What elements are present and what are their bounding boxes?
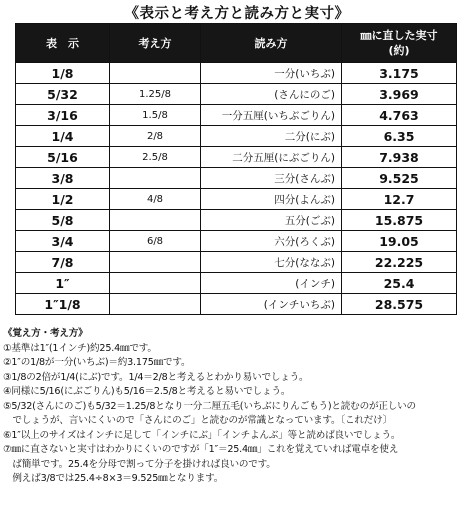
document-title: 《表示と考え方と読み方と実寸》 bbox=[124, 6, 350, 22]
table-row bbox=[16, 252, 457, 273]
cell-mm: 9.525 bbox=[342, 168, 457, 189]
header-reading: 読み方 bbox=[201, 24, 342, 63]
note-line: ③1/8の2倍が1/4(にぶ)です。1/4＝2/8と考えるとわかり易いでしょう。 bbox=[3, 371, 309, 383]
cell-mm: 7.938 bbox=[342, 147, 457, 168]
conversion-table bbox=[15, 23, 457, 315]
cell-display: 5/16 bbox=[16, 147, 110, 168]
cell-mm: 28.575 bbox=[342, 294, 457, 315]
cell-display: 1/2 bbox=[16, 189, 110, 210]
notes-section bbox=[3, 327, 473, 487]
cell-display: 7/8 bbox=[16, 252, 110, 273]
cell-display: 3/16 bbox=[16, 105, 110, 126]
cell-display: 1″1/8 bbox=[16, 294, 110, 315]
cell-reading: 四分(よんぶ) bbox=[201, 189, 342, 210]
note-line: ば簡単です。25.4を分母で割って分子を掛ければ良いのです。 bbox=[3, 458, 276, 470]
cell-idea: 2/8 bbox=[110, 126, 201, 147]
table-row bbox=[16, 63, 457, 84]
cell-idea: 1.25/8 bbox=[110, 84, 201, 105]
note-line: ⑦㎜に直さないと実寸はわかりにくいのですが「1″＝25.4㎜」これを覚えていれば電卓を使え bbox=[3, 444, 399, 455]
cell-reading: (インチ) bbox=[201, 273, 342, 294]
note-line: ⑥1″以上のサイズはインチに足して「インチにぶ」「インチよんぶ」等と読めば良いでしょう。 bbox=[3, 429, 401, 441]
cell-reading: (インチいちぶ) bbox=[201, 294, 342, 315]
cell-display: 5/8 bbox=[16, 210, 110, 231]
cell-mm: 3.175 bbox=[342, 63, 457, 84]
table-row bbox=[16, 147, 457, 168]
note-line: ⑤5/32(さんにのご)も5/32＝1.25/8となり一分二厘五毛(いちぶにりんごもう)と読むのが正しいの bbox=[3, 400, 416, 412]
table-row bbox=[16, 273, 457, 294]
cell-mm: 25.4 bbox=[342, 273, 457, 294]
table-row bbox=[16, 168, 457, 189]
table-row bbox=[16, 189, 457, 210]
header-display: 表 示 bbox=[16, 24, 110, 63]
header-mm: ㎜に直した実寸 (約) bbox=[342, 24, 457, 63]
table-row bbox=[16, 126, 457, 147]
cell-reading: 二分(にぶ) bbox=[201, 126, 342, 147]
cell-display: 1/4 bbox=[16, 126, 110, 147]
table-row bbox=[16, 231, 457, 252]
cell-reading: 六分(ろくぶ) bbox=[201, 231, 342, 252]
table-row bbox=[16, 210, 457, 231]
cell-reading: 七分(ななぶ) bbox=[201, 252, 342, 273]
cell-display: 3/8 bbox=[16, 168, 110, 189]
note-line: ④同様に5/16(にぶごりん)も5/16＝2.5/8と考えると易いでしょう。 bbox=[3, 386, 291, 397]
cell-reading: 五分(ごぶ) bbox=[201, 210, 342, 231]
cell-mm: 19.05 bbox=[342, 231, 457, 252]
cell-idea bbox=[110, 294, 201, 315]
cell-mm: 15.875 bbox=[342, 210, 457, 231]
cell-reading: 三分(さんぶ) bbox=[201, 168, 342, 189]
cell-mm: 12.7 bbox=[342, 189, 457, 210]
cell-display: 3/4 bbox=[16, 231, 110, 252]
notes-heading: 《覚え方・考え方》 bbox=[3, 328, 88, 339]
cell-display: 5/32 bbox=[16, 84, 110, 105]
table-row bbox=[16, 294, 457, 315]
cell-idea: 2.5/8 bbox=[110, 147, 201, 168]
cell-idea: 4/8 bbox=[110, 189, 201, 210]
cell-idea bbox=[110, 210, 201, 231]
table-header-row bbox=[16, 24, 457, 63]
cell-mm: 3.969 bbox=[342, 84, 457, 105]
cell-mm: 6.35 bbox=[342, 126, 457, 147]
cell-reading: 二分五厘(にぶごりん) bbox=[201, 147, 342, 168]
cell-idea bbox=[110, 168, 201, 189]
table-row bbox=[16, 84, 457, 105]
cell-idea bbox=[110, 63, 201, 84]
note-line: でしょうが、言いにくいので「さんにのご」と読むのが常識となっています。〔これだけ〕 bbox=[3, 415, 392, 426]
table-row bbox=[16, 105, 457, 126]
note-line: ②1″の1/8が一分(いちぶ)＝約3.175㎜です。 bbox=[3, 357, 191, 368]
cell-idea: 1.5/8 bbox=[110, 105, 201, 126]
cell-mm: 22.225 bbox=[342, 252, 457, 273]
cell-reading: 一分(いちぶ) bbox=[201, 63, 342, 84]
cell-display: 1″ bbox=[16, 273, 110, 294]
header-idea: 考え方 bbox=[110, 24, 201, 63]
cell-reading: (さんにのご) bbox=[201, 84, 342, 105]
cell-idea bbox=[110, 273, 201, 294]
cell-idea: 6/8 bbox=[110, 231, 201, 252]
cell-mm: 4.763 bbox=[342, 105, 457, 126]
note-line: ①基準は1″(1インチ)約25.4㎜です。 bbox=[3, 342, 157, 354]
cell-reading: 一分五厘(いちぶごりん) bbox=[201, 105, 342, 126]
cell-display: 1/8 bbox=[16, 63, 110, 84]
cell-idea bbox=[110, 252, 201, 273]
note-line: 例えば3/8では25.4÷8×3＝9.525㎜となります。 bbox=[3, 473, 224, 484]
